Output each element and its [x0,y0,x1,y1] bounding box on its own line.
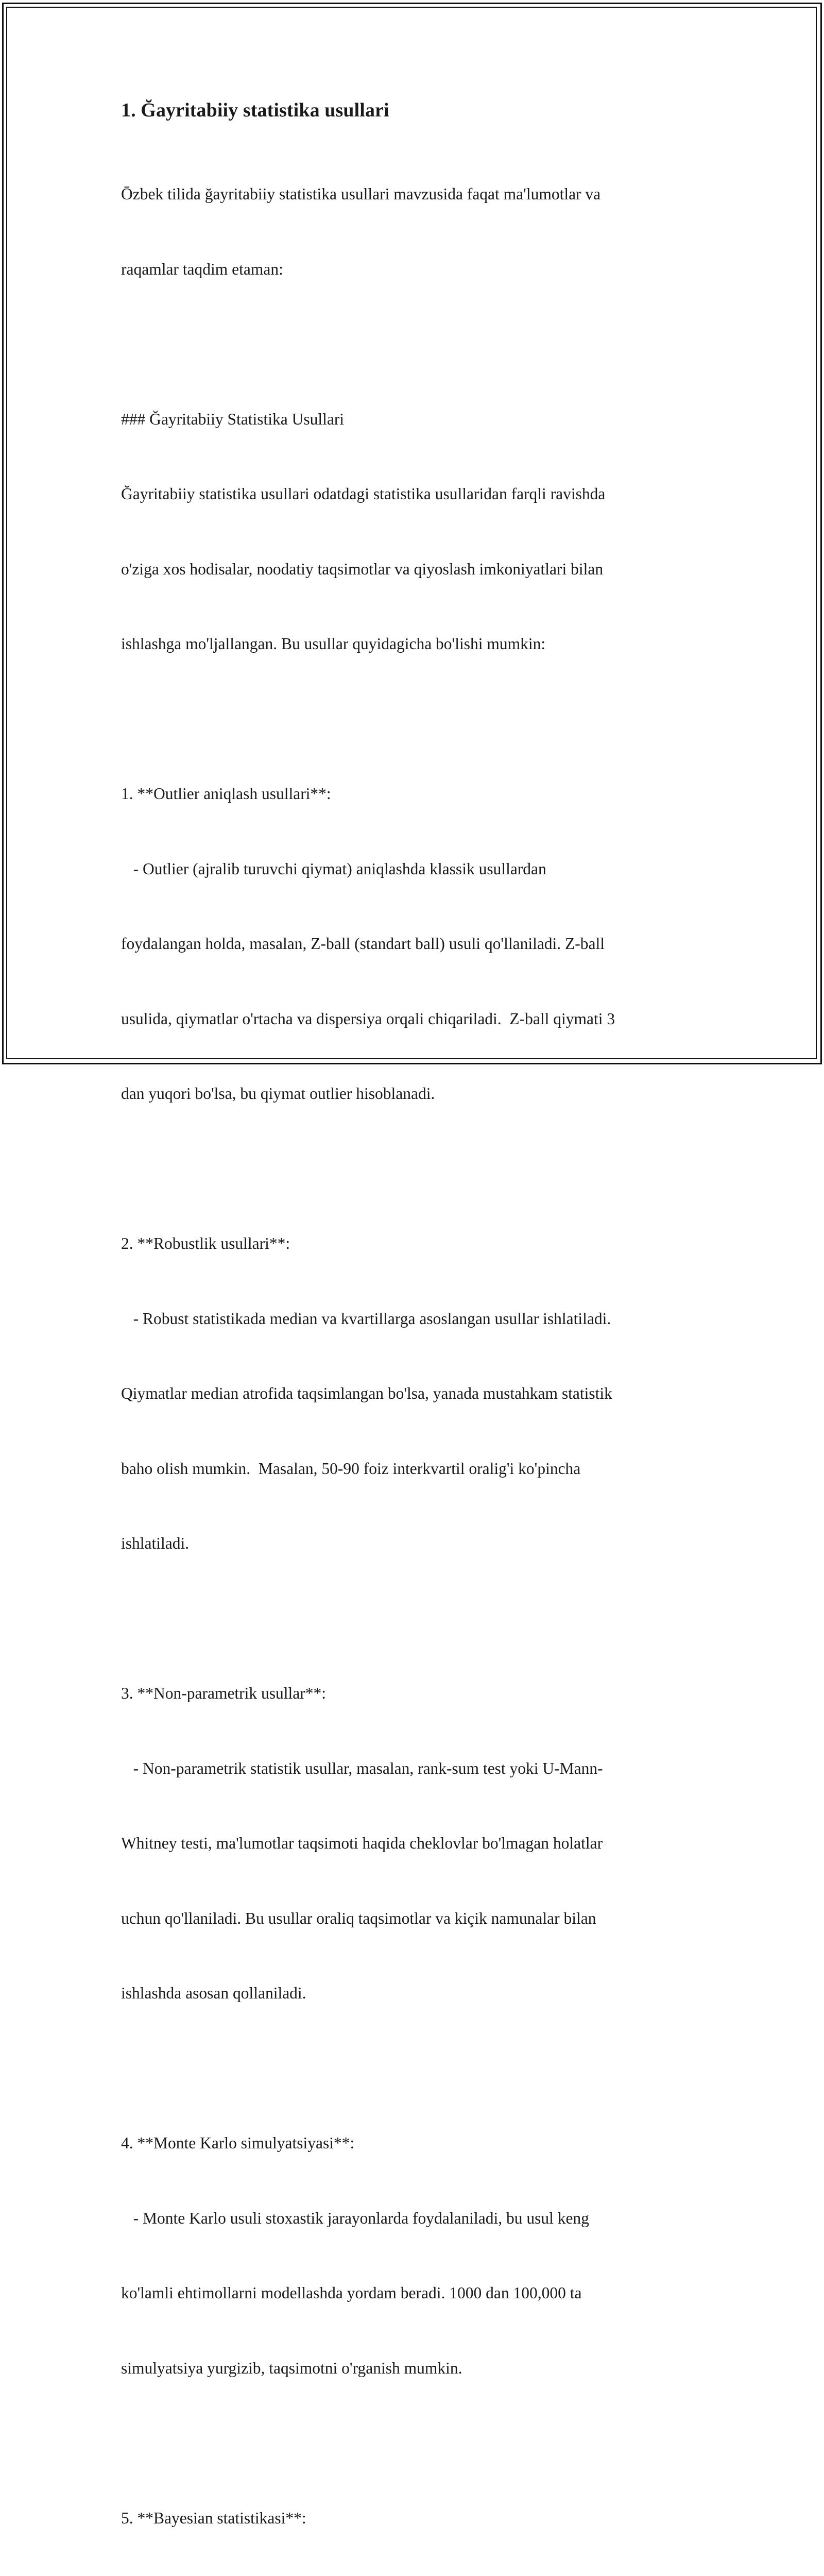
text-line: Ōzbek tilida ğayritabiiy statistika usullari mavzusida faqat ma'lumotlar va [121,185,601,203]
text-line: - Outlier (ajralib turuvchi qiymat) aniqlashda klassik usullardan [121,859,546,878]
text-line [121,1606,708,1632]
text-line: ishlashga mo'ljallangan. Bu usullar quyidagicha bo'lishi mumkin: [121,635,546,653]
text-line: - Non-parametrik statistik usullar, masalan, rank-sum test yoki U-Mann- [121,1759,603,1777]
text-line: ko'lamli ehtimollarni modellashda yordam beradi. 1000 dan 100,000 ta [121,2284,582,2302]
text-line: Ğayritabiiy statistika usullari odatdagi statistika usullaridan farqli ravishda [121,485,606,503]
text-line: dan yuqori bo'lsa, bu qiymat outlier hisoblanadi. [121,1084,435,1103]
text-line: o'ziga xos hodisalar, noodatiy taqsimotlar va qiyoslash imkoniyatlari bilan [121,560,604,578]
text-line: 3. **Non-parametrik usullar**: [121,1684,327,1702]
text-line [121,2431,708,2456]
text-line: 5. **Bayesian statistikasi**: [121,2509,306,2527]
text-line: foydalangan holda, masalan, Z-ball (standart ball) usuli qo'llaniladi. Z-ball [121,935,605,953]
text-line: ### Ğayritabiiy Statistika Usullari [121,410,345,428]
text-line: simulyatsiya yurgizib, taqsimotni o'rganish mumkin. [121,2359,462,2377]
text-line: 4. **Monte Karlo simulyatsiyasi**: [121,2134,355,2152]
text-line: - Robust statistikada median va kvartillarga asoslangan usullar ishlatiladi. [121,1309,611,1328]
text-line [121,707,708,732]
text-line: ishlashda asosan qollaniladi. [121,1984,306,2002]
text-line: ishlatiladi. [121,1534,190,1552]
text-line: - Monte Karlo usuli stoxastik jarayonlarda foydalaniladi, bu usul keng [121,2209,589,2227]
text-line [121,332,708,357]
text-line: Qiymatlar median atrofida taqsimlangan bo'lsa, yanada mustahkam statistik [121,1384,612,1402]
text-line: Whitney testi, ma'lumotlar taqsimoti haqida cheklovlar bo'lmagan holatlar [121,1834,603,1852]
text-line [121,1157,708,1182]
text-line: 1. **Outlier aniqlash usullari**: [121,785,331,803]
document-body [121,132,708,2576]
text-line: usulida, qiymatlar o'rtacha va dispersiya orqali chiqariladi. Z-ball qiymati 3 [121,1009,615,1028]
text-line: baho olish mumkin. Masalan, 50-90 foiz interkvartil oralig'i ko'pincha [121,1459,581,1478]
text-line [121,2056,708,2081]
document-title: 1. Ğayritabiiy statistika usullari [121,99,389,121]
text-line: 2. **Robustlik usullari**: [121,1234,290,1252]
document-content [121,97,708,2576]
text-line: raqamlar taqdim etaman: [121,260,283,278]
text-line: uchun qo'llaniladi. Bu usullar oraliq taqsimotlar va kiçik namunalar bilan [121,1909,596,1927]
